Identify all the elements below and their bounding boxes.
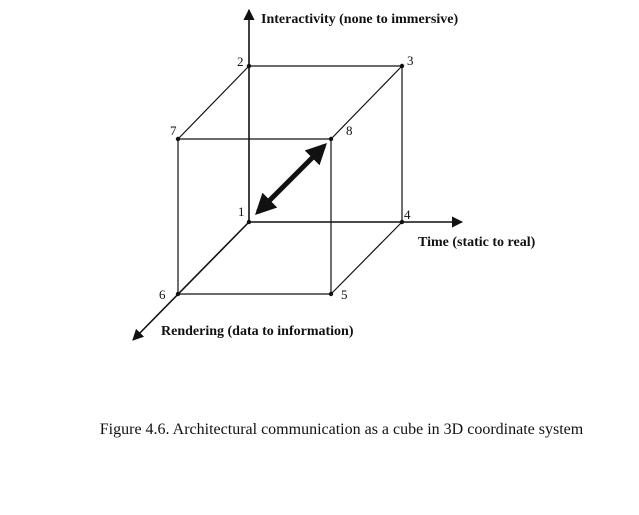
vertex-label-8: 8 bbox=[346, 123, 353, 138]
edge-3-8 bbox=[331, 66, 402, 139]
horizontal-axis-label: Time (static to real) bbox=[418, 235, 536, 250]
vertex-dot-1 bbox=[247, 220, 251, 224]
edge-4-5 bbox=[331, 222, 402, 294]
vertex-label-3: 3 bbox=[407, 53, 414, 68]
vertex-label-1: 1 bbox=[238, 204, 245, 219]
vertex-dot-2 bbox=[247, 64, 251, 68]
vertex-dot-5 bbox=[329, 292, 333, 296]
diagonal-axis bbox=[133, 222, 249, 340]
diagonal-double-arrow bbox=[258, 146, 324, 212]
edge-2-7 bbox=[178, 66, 249, 139]
vertex-label-2: 2 bbox=[237, 54, 244, 69]
vertex-label-6: 6 bbox=[159, 287, 166, 302]
vertex-label-4: 4 bbox=[404, 207, 411, 222]
vertex-dot-8 bbox=[329, 137, 333, 141]
vertex-label-5: 5 bbox=[341, 287, 348, 302]
vertex-dot-3 bbox=[400, 64, 404, 68]
figure-caption: Figure 4.6. Architectural communication as a cube in 3D coordinate system bbox=[99, 421, 584, 438]
vertical-axis-label: Interactivity (none to immersive) bbox=[261, 12, 459, 27]
vertex-label-7: 7 bbox=[170, 123, 177, 138]
vertex-dot-6 bbox=[176, 292, 180, 296]
diagonal-axis-label: Rendering (data to information) bbox=[161, 324, 354, 339]
